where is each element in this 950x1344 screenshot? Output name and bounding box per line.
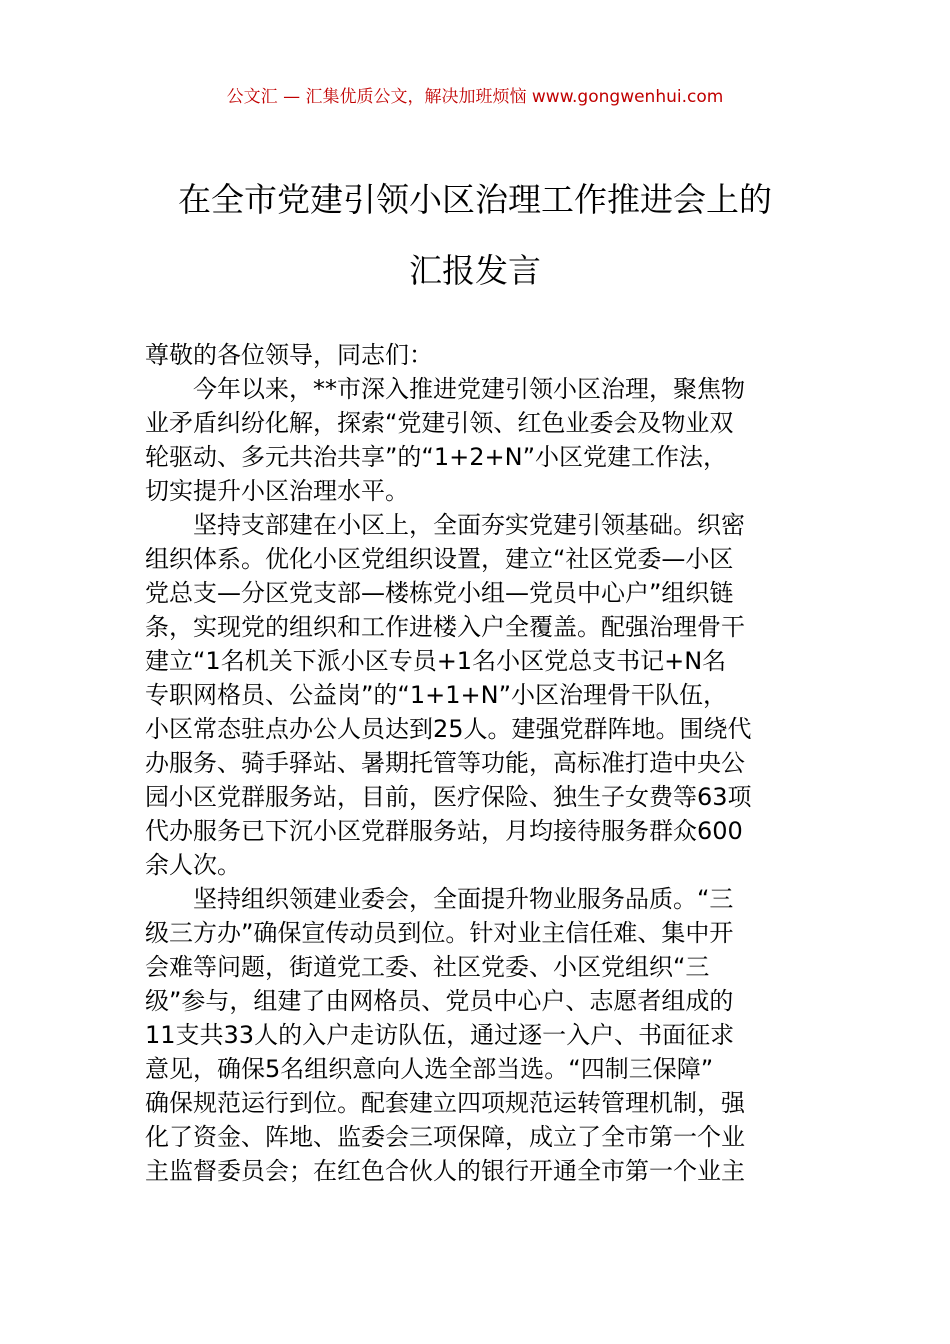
paragraph-line: 党总支—分区党支部—楼栋党小组—党员中心户”组织链 — [145, 579, 734, 607]
paragraph-line: 化了资金、阵地、监委会三项保障，成立了全市第一个业 — [145, 1123, 745, 1151]
paragraph-line: 确保规范运行到位。配套建立四项规范运转管理机制，强 — [145, 1089, 745, 1117]
paragraph-line: 坚持支部建在小区上，全面夯实党建引领基础。织密 — [193, 511, 745, 539]
paragraph-line: 主监督委员会；在红色合伙人的银行开通全市第一个业主 — [145, 1157, 745, 1185]
header-banner: 公文汇 — 汇集优质公文，解决加班烦恼 www.gongwenhui.com — [226, 87, 724, 107]
paragraph-line: 建立“1名机关下派小区专员+1名小区党总支书记+N名 — [145, 647, 727, 675]
paragraph-line: 会难等问题，街道党工委、社区党委、小区党组织“三 — [145, 953, 710, 981]
paragraph-line: 轮驱动、多元共治共享”的“1+2+N”小区党建工作法， — [145, 443, 728, 471]
paragraph-line: 专职网格员、公益岗”的“1+1+N”小区治理骨干队伍， — [145, 681, 728, 709]
paragraph-line: 办服务、骑手驿站、暑期托管等功能，高标准打造中央公 — [145, 749, 745, 777]
paragraph-3 — [145, 882, 805, 1188]
document-title-line-1: 在全市党建引领小区治理工作推进会上的 — [178, 180, 772, 219]
paragraph-1 — [145, 372, 805, 508]
paragraph-line: 11支共33人的入户走访队伍，通过逐一入户、书面征求 — [145, 1021, 735, 1049]
paragraph-line: 切实提升小区治理水平。 — [145, 477, 409, 505]
paragraph-line: 组织体系。优化小区党组织设置，建立“社区党委—小区 — [145, 545, 734, 573]
paragraph-2 — [145, 508, 805, 882]
paragraph-line: 代办服务已下沉小区党群服务站，月均接待服务群众600 — [145, 817, 743, 845]
paragraph-line: 级”参与，组建了由网格员、党员中心户、志愿者组成的 — [145, 987, 734, 1015]
paragraph-line: 小区常态驻点办公人员达到25人。建强党群阵地。围绕代 — [145, 715, 752, 743]
paragraph-line: 意见，确保5名组织意向人选全部当选。“四制三保障” — [145, 1055, 714, 1083]
salutation: 尊敬的各位领导，同志们： — [145, 341, 433, 369]
paragraph-line: 条，实现党的组织和工作进楼入户全覆盖。配强治理骨干 — [145, 613, 745, 641]
paragraph-line: 园小区党群服务站，目前，医疗保险、独生子女费等63项 — [145, 783, 752, 811]
document-body — [145, 338, 805, 1188]
paragraph-line: 级三方办”确保宣传动员到位。针对业主信任难、集中开 — [145, 919, 734, 947]
document-title-line-2: 汇报发言 — [409, 251, 541, 290]
paragraph-line: 业矛盾纠纷化解，探索“党建引领、红色业委会及物业双 — [145, 409, 734, 437]
paragraph-line: 余人次。 — [145, 851, 241, 879]
paragraph-line: 坚持组织领建业委会，全面提升物业服务品质。“三 — [193, 885, 734, 913]
paragraph-line: 今年以来，**市深入推进党建引领小区治理，聚焦物 — [193, 375, 745, 403]
